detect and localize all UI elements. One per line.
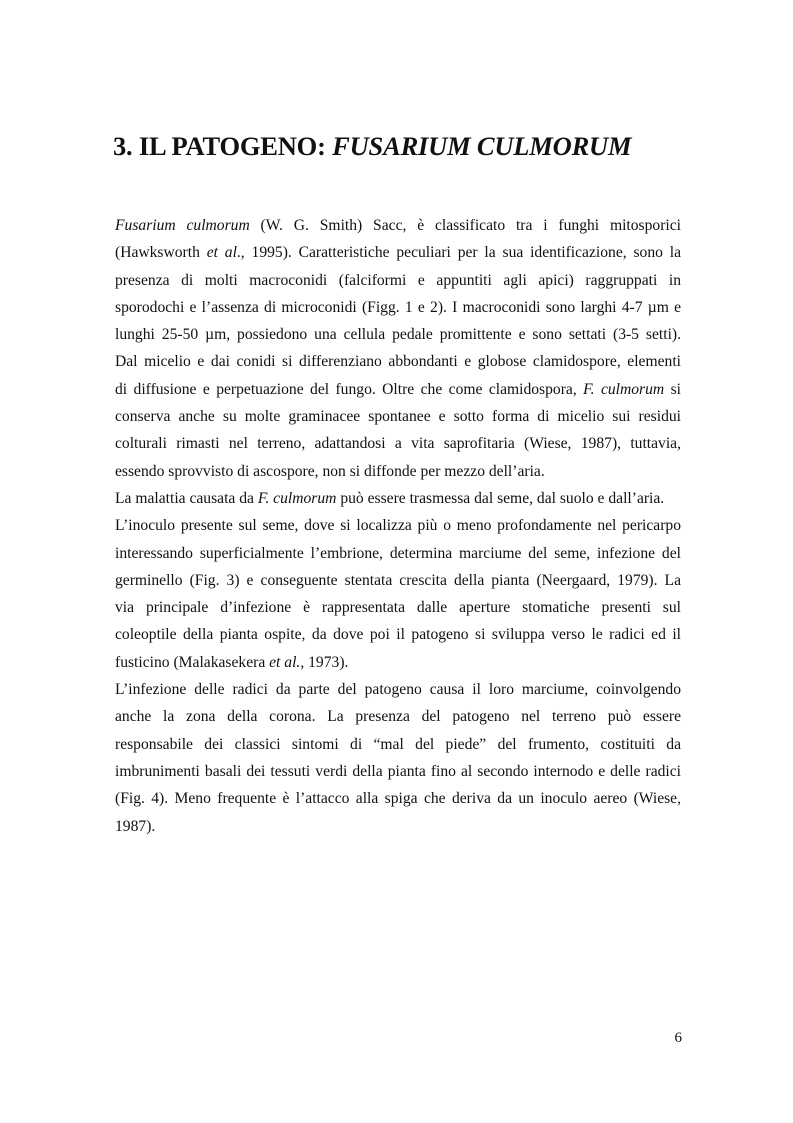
italic-text: Fusarium culmorum xyxy=(115,217,250,234)
text-segment: imbrunimenti basali dei tessuti verdi della pianta fino al secondo internodo e delle radici xyxy=(115,762,681,780)
text-segment: L’infezione delle radici da parte del patogeno causa il loro marciume, coinvolgendo xyxy=(115,681,681,699)
text-line xyxy=(115,267,681,294)
text-line xyxy=(115,485,681,512)
text-line xyxy=(115,758,681,785)
text-segment: si xyxy=(664,380,681,398)
text-line xyxy=(115,813,681,840)
italic-text: F. culmorum xyxy=(257,489,337,507)
text-segment: conserva anche su molte graminacee spontanee e sotto forma di micelio sui residui xyxy=(115,408,681,426)
text-line xyxy=(115,649,681,676)
text-segment: può essere trasmessa dal seme, dal suolo e dall’aria. xyxy=(336,489,665,507)
text-segment: ., 1995). Caratteristiche peculiari per la sua identificazione, sono la xyxy=(236,244,681,262)
text-line xyxy=(115,212,681,239)
text-segment: di diffusione e perpetuazione del fungo. Oltre che come clamidospora, xyxy=(115,380,584,398)
text-segment: , 1973). xyxy=(300,653,349,671)
text-segment: germinello (Fig. 3) e conseguente stentata crescita della pianta (Neergaard, 1979). La xyxy=(115,571,681,589)
body-text xyxy=(115,212,681,840)
text-line xyxy=(115,239,681,266)
text-segment: L’inoculo presente sul seme, dove si localizza più o meno profondamente nel pericarpo xyxy=(115,517,681,535)
text-segment: lunghi 25-50 µm, possiedono una cellula pedale promittente e sono settati (3-5 setti). xyxy=(115,326,681,344)
text-segment: fusticino (Malakasekera xyxy=(115,653,270,671)
text-line xyxy=(115,403,681,430)
text-segment: sporodochi e l’assenza di microconidi (Figg. 1 e 2). I macroconidi sono larghi 4-7 µm e xyxy=(115,298,681,316)
text-line xyxy=(115,785,681,812)
italic-text: et al. xyxy=(269,653,301,671)
text-segment: colturali rimasti nel terreno, adattandosi a vita saprofitaria (Wiese, 1987), tuttavia, xyxy=(115,435,681,453)
text-segment: essendo sprovvisto di ascospore, non si diffonde per mezzo dell’aria. xyxy=(115,462,545,480)
text-line xyxy=(115,703,681,730)
text-line xyxy=(115,458,681,485)
text-segment: anche la zona della corona. La presenza del patogeno nel terreno può essere xyxy=(115,708,681,726)
text-line xyxy=(115,321,681,348)
text-segment: interessando superficialmente l’embrione, determina marciume del seme, infezione del xyxy=(115,544,681,562)
text-line xyxy=(115,430,681,457)
text-segment: 1987). xyxy=(115,817,156,835)
text-line xyxy=(115,512,681,539)
text-line xyxy=(115,294,681,321)
text-line xyxy=(115,621,681,648)
text-segment: via principale d’infezione è rappresentata dalle aperture stomatiche presenti sul xyxy=(115,599,681,617)
text-segment: (W. G. Smith) Sacc, è classificato tra i funghi mitosporici xyxy=(249,217,681,234)
text-segment: (Hawksworth xyxy=(115,244,207,262)
text-line xyxy=(115,540,681,567)
text-line xyxy=(115,594,681,621)
text-line xyxy=(115,676,681,703)
text-segment: Dal micelio e dai conidi si differenziano abbondanti e globose clamidospore, elementi xyxy=(115,353,681,371)
text-line xyxy=(115,348,681,375)
chapter-title xyxy=(113,128,693,164)
chapter-title-species: FUSARIUM CULMORUM xyxy=(332,131,632,161)
text-segment: responsabile dei classici sintomi di “mal del piede” del frumento, costituiti da xyxy=(115,735,681,753)
text-segment: (Fig. 4). Meno frequente è l’attacco alla spiga che deriva da un inoculo aereo (Wiese, xyxy=(115,790,681,808)
text-line xyxy=(115,731,681,758)
italic-text: F. culmorum xyxy=(583,380,665,398)
text-line xyxy=(115,376,681,403)
text-segment: coleoptile della pianta ospite, da dove poi il patogeno si sviluppa verso le radici ed il xyxy=(115,626,681,644)
italic-text: et al xyxy=(206,244,237,262)
text-segment: La malattia causata da xyxy=(115,489,258,507)
page-number: 6 xyxy=(674,1030,682,1046)
text-line xyxy=(115,567,681,594)
text-segment: presenza di molti macroconidi (falciformi e appuntiti agli apici) raggruppati in xyxy=(115,271,681,289)
chapter-title-prefix: 3. IL PATOGENO: xyxy=(113,131,333,161)
